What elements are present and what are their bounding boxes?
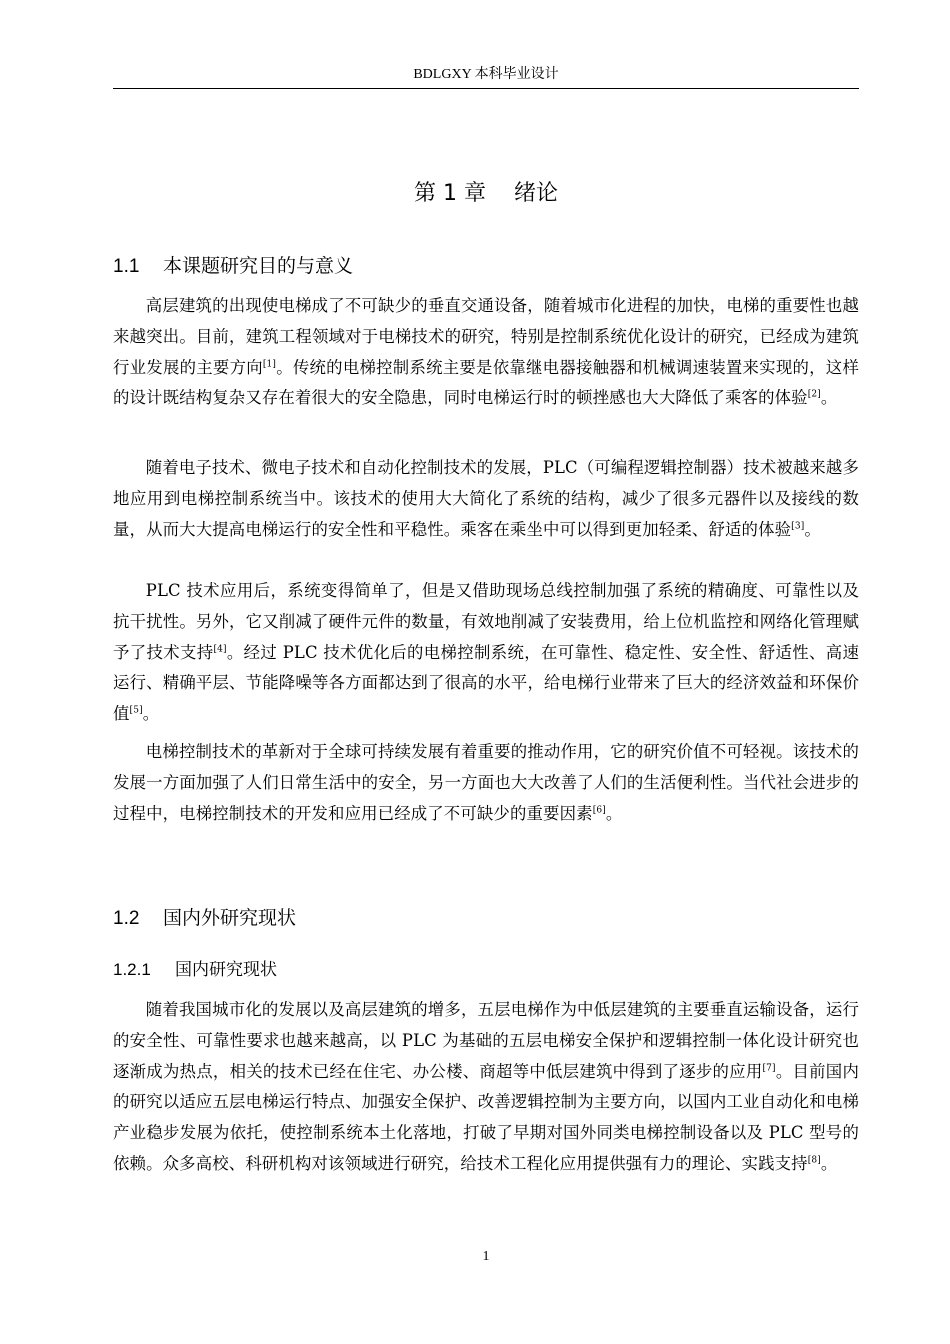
citation-ref: [7] xyxy=(762,1062,776,1073)
section-heading-1-2 xyxy=(113,904,296,933)
section-title: 国内外研究现状 xyxy=(163,907,297,929)
paragraph-text: 。 xyxy=(605,803,623,823)
paragraph-text: 。 xyxy=(804,519,821,539)
section-title: 本课题研究目的与意义 xyxy=(163,255,354,277)
paragraph-text: 电梯控制技术的革新对于全球可持续发展有着重要的推动作用，它的研究价值不可轻视。该技术的发展一方面加强了人们日常生活中的安全，另一方面也大大改善了人们的生活便利性。当代社会进步的过程中，电梯控制技术的开发和应用已经成了不可缺少的重要因素 xyxy=(113,742,859,823)
citation-ref: [1] xyxy=(262,358,277,369)
header-divider xyxy=(113,88,859,89)
citation-ref: [5] xyxy=(129,705,143,716)
paragraph-text: 。经过 PLC 技术优化后的电梯控制系统，在可靠性、稳定性、安全性、舒适性、高速运行、精确平层、节能降噪等各方面都达到了很高的水平，给电梯行业带来了巨大的经济效益和环保价值 xyxy=(113,642,859,724)
citation-ref: [2] xyxy=(807,389,821,400)
paragraph-text: PLC 技术应用后，系统变得简单了，但是又借助现场总线控制加强了系统的精确度、可靠性以及抗干扰性。另外，它又削减了硬件元件的数量，有效地削减了安装费用，给上位机监控和网络化管理赋予了技术支持 xyxy=(113,581,859,662)
subsection-heading-1-2-1 xyxy=(113,957,277,983)
citation-ref: [4] xyxy=(213,643,227,654)
citation-ref: [3] xyxy=(791,520,805,531)
paragraph xyxy=(113,291,859,414)
paragraph xyxy=(113,737,859,829)
section-heading-1-1 xyxy=(113,252,353,281)
section-number: 1.1 xyxy=(113,256,140,277)
paragraph-text: 随着我国城市化的发展以及高层建筑的增多，五层电梯作为中低层建筑的主要垂直运输设备，运行的安全性、可靠性要求也越来越高，以 PLC 为基础的五层电梯安全保护和逻辑控制一体化设计研究也逐渐成为热点，相关的技术已经在住宅、办公楼、商超等中低层建筑中得到了逐步的应用 xyxy=(113,1000,859,1081)
paragraph xyxy=(113,995,859,1180)
section-number: 1.2 xyxy=(113,908,140,929)
paragraph-text: 。目前国内的研究以适应五层电梯运行特点、加强安全保护、改善逻辑控制为主要方向，以国内工业自动化和电梯产业稳步发展为依托，使控制系统本土化落地，打破了早期对国外同类电梯控制设备以及 PLC 型号的依赖。众多高校、科研机构对该领域进行研究，给技术工程化应用提供强有力的理论、实践支持 xyxy=(113,1061,859,1173)
running-header: BDLGXY 本科毕业设计 xyxy=(413,67,559,82)
paragraph-text: 。传统的电梯控制系统主要是依靠继电器接触器和机械调速装置来实现的，这样的设计既结构复杂又存在着很大的安全隐患，同时电梯运行时的顿挫感也大大降低了乘客的体验 xyxy=(113,357,859,408)
paragraph-text: 。 xyxy=(820,388,838,408)
paragraph-text: 。 xyxy=(142,704,160,724)
chapter-number: 第 1 章 xyxy=(414,181,486,206)
citation-ref: [8] xyxy=(807,1155,821,1166)
chapter-heading xyxy=(113,178,859,210)
paragraph-text: 。 xyxy=(820,1153,838,1173)
paragraph xyxy=(113,453,859,545)
subsection-number: 1.2.1 xyxy=(113,960,151,979)
paragraph xyxy=(113,576,859,730)
citation-ref: [6] xyxy=(592,804,606,815)
chapter-title: 绪论 xyxy=(513,181,558,206)
subsection-title: 国内研究现状 xyxy=(175,960,277,980)
page-number: 1 xyxy=(482,1249,490,1264)
paragraph-text: 高层建筑的出现使电梯成了不可缺少的垂直交通设备，随着城市化进程的加快，电梯的重要性也越来越突出。目前，建筑工程领域对于电梯技术的研究，特别是控制系统优化设计的研究，已经成为建筑行业发展的主要方向 xyxy=(113,296,859,377)
paragraph-text: 随着电子技术、微电子技术和自动化控制技术的发展，PLC（可编程逻辑控制器）技术被越来越多地应用到电梯控制系统当中。该技术的使用大大简化了系统的结构，减少了很多元器件以及接线的数量，从而大大提高电梯运行的安全性和平稳性。乘客在乘坐中可以得到更加轻柔、舒适的体验 xyxy=(113,458,859,539)
